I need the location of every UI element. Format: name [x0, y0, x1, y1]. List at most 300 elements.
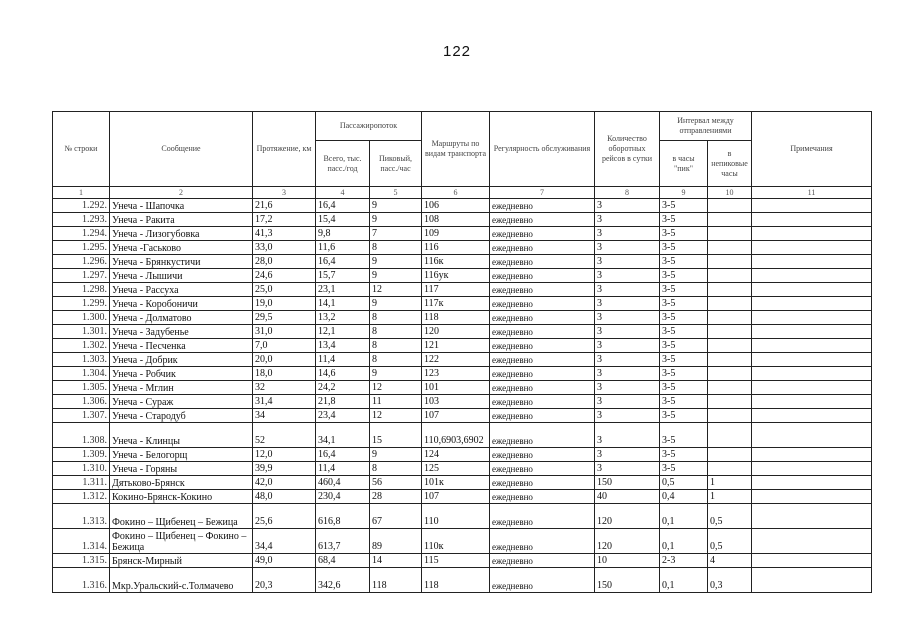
row-length: 31,4 [253, 395, 316, 409]
row-interval-peak: 3-5 [660, 381, 708, 395]
row-length: 18,0 [253, 367, 316, 381]
row-count: 3 [595, 381, 660, 395]
row-message: Унеча - Брянкустичи [110, 255, 253, 269]
row-interval-offpeak: 0,3 [708, 568, 752, 593]
row-count: 3 [595, 409, 660, 423]
table-row [53, 241, 872, 255]
row-pass-year: 34,1 [316, 423, 370, 448]
row-routes: 117 [422, 283, 490, 297]
row-interval-peak: 3-5 [660, 423, 708, 448]
row-message: Унеча - Робчик [110, 367, 253, 381]
row-routes: 101 [422, 381, 490, 395]
row-interval-offpeak [708, 213, 752, 227]
row-count: 3 [595, 353, 660, 367]
row-length: 31,0 [253, 325, 316, 339]
row-interval-peak: 0,1 [660, 529, 708, 554]
row-interval-offpeak [708, 339, 752, 353]
row-number: 1.314. [53, 529, 110, 554]
row-routes: 116 [422, 241, 490, 255]
row-interval-offpeak [708, 325, 752, 339]
row-interval-offpeak [708, 255, 752, 269]
row-pass-peak: 15 [370, 423, 422, 448]
row-number: 1.301. [53, 325, 110, 339]
row-count: 3 [595, 325, 660, 339]
row-routes: 118 [422, 568, 490, 593]
row-count: 3 [595, 213, 660, 227]
column-number: 7 [490, 187, 595, 199]
row-interval-peak: 3-5 [660, 353, 708, 367]
page-number: 122 [443, 43, 472, 60]
row-interval-peak: 3-5 [660, 448, 708, 462]
row-message: Дятьково-Брянск [110, 476, 253, 490]
table-row [53, 353, 872, 367]
row-notes [752, 395, 872, 409]
row-notes [752, 529, 872, 554]
row-interval-offpeak: 1 [708, 476, 752, 490]
row-pass-peak: 12 [370, 283, 422, 297]
row-number: 1.316. [53, 568, 110, 593]
row-message: Кокино-Брянск-Кокино [110, 490, 253, 504]
row-interval-offpeak [708, 241, 752, 255]
row-notes [752, 339, 872, 353]
row-count: 3 [595, 311, 660, 325]
row-interval-offpeak: 4 [708, 554, 752, 568]
column-number-row [53, 187, 872, 199]
row-pass-peak: 9 [370, 213, 422, 227]
column-number: 6 [422, 187, 490, 199]
row-routes: 110 [422, 504, 490, 529]
row-routes: 124 [422, 448, 490, 462]
row-interval-peak: 0,4 [660, 490, 708, 504]
row-interval-offpeak [708, 283, 752, 297]
row-length: 41,3 [253, 227, 316, 241]
header-notes: Примечания [752, 112, 872, 187]
row-notes [752, 213, 872, 227]
row-interval-peak: 3-5 [660, 395, 708, 409]
row-number: 1.293. [53, 213, 110, 227]
row-length: 20,3 [253, 568, 316, 593]
header-pass-flow: Пассажиропоток [316, 112, 422, 141]
row-pass-year: 15,4 [316, 213, 370, 227]
row-message: Унеча - Долматово [110, 311, 253, 325]
row-pass-year: 68,4 [316, 554, 370, 568]
row-pass-year: 230,4 [316, 490, 370, 504]
row-length: 19,0 [253, 297, 316, 311]
table-row [53, 297, 872, 311]
row-number: 1.292. [53, 199, 110, 213]
column-number: 9 [660, 187, 708, 199]
row-message: Унеча - Сураж [110, 395, 253, 409]
row-number: 1.303. [53, 353, 110, 367]
table-row [53, 395, 872, 409]
row-message: Унеча - Рассуха [110, 283, 253, 297]
table-row [53, 476, 872, 490]
row-number: 1.311. [53, 476, 110, 490]
row-notes [752, 423, 872, 448]
row-length: 49,0 [253, 554, 316, 568]
row-pass-peak: 12 [370, 381, 422, 395]
row-interval-offpeak [708, 409, 752, 423]
row-pass-peak: 8 [370, 462, 422, 476]
row-length: 34 [253, 409, 316, 423]
table-row [53, 325, 872, 339]
row-notes [752, 462, 872, 476]
row-routes: 125 [422, 462, 490, 476]
row-count: 150 [595, 568, 660, 593]
row-regularity: ежедневно [490, 311, 595, 325]
table-row [53, 554, 872, 568]
row-pass-year: 24,2 [316, 381, 370, 395]
row-interval-offpeak [708, 381, 752, 395]
row-pass-year: 12,1 [316, 325, 370, 339]
row-message: Унеча - Стародуб [110, 409, 253, 423]
row-pass-year: 15,7 [316, 269, 370, 283]
row-pass-peak: 89 [370, 529, 422, 554]
row-regularity: ежедневно [490, 297, 595, 311]
column-number: 5 [370, 187, 422, 199]
column-number: 3 [253, 187, 316, 199]
row-count: 3 [595, 227, 660, 241]
row-interval-offpeak [708, 269, 752, 283]
row-routes: 117к [422, 297, 490, 311]
row-number: 1.300. [53, 311, 110, 325]
row-interval-peak: 3-5 [660, 269, 708, 283]
row-notes [752, 325, 872, 339]
row-count: 150 [595, 476, 660, 490]
row-message: Унеча - Ракита [110, 213, 253, 227]
row-count: 3 [595, 339, 660, 353]
row-number: 1.297. [53, 269, 110, 283]
table-row [53, 339, 872, 353]
row-notes [752, 504, 872, 529]
row-interval-peak: 3-5 [660, 213, 708, 227]
column-number: 1 [53, 187, 110, 199]
row-length: 21,6 [253, 199, 316, 213]
row-pass-peak: 7 [370, 227, 422, 241]
row-interval-peak: 3-5 [660, 409, 708, 423]
row-number: 1.307. [53, 409, 110, 423]
row-routes: 118 [422, 311, 490, 325]
row-notes [752, 227, 872, 241]
row-pass-year: 613,7 [316, 529, 370, 554]
row-number: 1.308. [53, 423, 110, 448]
row-pass-year: 342,6 [316, 568, 370, 593]
row-message: Унеча - Мглин [110, 381, 253, 395]
row-regularity: ежедневно [490, 227, 595, 241]
row-length: 42,0 [253, 476, 316, 490]
row-regularity: ежедневно [490, 529, 595, 554]
row-regularity: ежедневно [490, 381, 595, 395]
table-row [53, 367, 872, 381]
row-message: Унеча - Задубенье [110, 325, 253, 339]
table-row [53, 213, 872, 227]
row-interval-peak: 3-5 [660, 227, 708, 241]
table-body [53, 199, 872, 593]
column-number: 8 [595, 187, 660, 199]
row-interval-offpeak [708, 448, 752, 462]
header-regularity: Регулярность обслуживания [490, 112, 595, 187]
row-interval-peak: 3-5 [660, 255, 708, 269]
row-length: 39,9 [253, 462, 316, 476]
row-notes [752, 255, 872, 269]
row-notes [752, 409, 872, 423]
column-number: 4 [316, 187, 370, 199]
row-pass-year: 23,1 [316, 283, 370, 297]
row-routes: 101к [422, 476, 490, 490]
row-count: 10 [595, 554, 660, 568]
row-number: 1.305. [53, 381, 110, 395]
row-interval-offpeak [708, 353, 752, 367]
table-row [53, 490, 872, 504]
row-routes: 107 [422, 490, 490, 504]
row-notes [752, 367, 872, 381]
row-message: Брянск-Мирный [110, 554, 253, 568]
row-length: 52 [253, 423, 316, 448]
row-pass-year: 14,1 [316, 297, 370, 311]
row-routes: 106 [422, 199, 490, 213]
row-length: 29,5 [253, 311, 316, 325]
row-interval-peak: 0,1 [660, 504, 708, 529]
row-pass-year: 23,4 [316, 409, 370, 423]
column-number: 11 [752, 187, 872, 199]
row-number: 1.304. [53, 367, 110, 381]
row-pass-peak: 118 [370, 568, 422, 593]
row-count: 3 [595, 423, 660, 448]
row-pass-peak: 28 [370, 490, 422, 504]
header-interval: Интервал между отправлениями [660, 112, 752, 141]
table-row [53, 255, 872, 269]
row-number: 1.295. [53, 241, 110, 255]
row-length: 12,0 [253, 448, 316, 462]
row-length: 32 [253, 381, 316, 395]
row-regularity: ежедневно [490, 504, 595, 529]
row-regularity: ежедневно [490, 409, 595, 423]
row-pass-year: 9,8 [316, 227, 370, 241]
table-row [53, 409, 872, 423]
row-pass-peak: 8 [370, 241, 422, 255]
table-row [53, 227, 872, 241]
row-interval-offpeak [708, 199, 752, 213]
row-interval-offpeak [708, 297, 752, 311]
row-message: Унеча -Гаськово [110, 241, 253, 255]
row-notes [752, 283, 872, 297]
row-interval-offpeak [708, 395, 752, 409]
row-count: 3 [595, 367, 660, 381]
row-interval-peak: 0,5 [660, 476, 708, 490]
row-pass-peak: 56 [370, 476, 422, 490]
row-regularity: ежедневно [490, 462, 595, 476]
table-row [53, 269, 872, 283]
row-notes [752, 199, 872, 213]
row-routes: 116ук [422, 269, 490, 283]
row-routes: 108 [422, 213, 490, 227]
row-notes [752, 269, 872, 283]
row-routes: 110к [422, 529, 490, 554]
row-length: 17,2 [253, 213, 316, 227]
row-regularity: ежедневно [490, 395, 595, 409]
row-pass-year: 21,8 [316, 395, 370, 409]
row-number: 1.315. [53, 554, 110, 568]
row-interval-peak: 3-5 [660, 241, 708, 255]
row-number: 1.294. [53, 227, 110, 241]
row-interval-peak: 2-3 [660, 554, 708, 568]
row-notes [752, 568, 872, 593]
row-regularity: ежедневно [490, 339, 595, 353]
row-routes: 109 [422, 227, 490, 241]
row-notes [752, 297, 872, 311]
row-notes [752, 353, 872, 367]
row-notes [752, 241, 872, 255]
row-pass-peak: 8 [370, 311, 422, 325]
row-regularity: ежедневно [490, 568, 595, 593]
row-interval-peak: 3-5 [660, 311, 708, 325]
header-pass-year: Всего, тыс. пасс./год [316, 141, 370, 187]
row-notes [752, 490, 872, 504]
row-pass-peak: 8 [370, 325, 422, 339]
row-number: 1.306. [53, 395, 110, 409]
row-pass-peak: 9 [370, 367, 422, 381]
row-pass-year: 11,6 [316, 241, 370, 255]
header-message: Сообщение [110, 112, 253, 187]
row-message: Унеча - Добрик [110, 353, 253, 367]
row-interval-peak: 3-5 [660, 367, 708, 381]
row-interval-offpeak [708, 462, 752, 476]
row-interval-peak: 3-5 [660, 297, 708, 311]
row-pass-year: 11,4 [316, 353, 370, 367]
row-length: 20,0 [253, 353, 316, 367]
row-message: Унеча - Лизогубовка [110, 227, 253, 241]
row-interval-offpeak: 0,5 [708, 504, 752, 529]
row-count: 3 [595, 199, 660, 213]
row-interval-offpeak [708, 423, 752, 448]
row-pass-peak: 67 [370, 504, 422, 529]
row-pass-year: 14,6 [316, 367, 370, 381]
row-notes [752, 554, 872, 568]
row-pass-year: 13,4 [316, 339, 370, 353]
row-regularity: ежедневно [490, 325, 595, 339]
row-regularity: ежедневно [490, 353, 595, 367]
row-interval-peak: 3-5 [660, 339, 708, 353]
table-row [53, 568, 872, 593]
header-offpeak: в непиковые часы [708, 141, 752, 187]
row-length: 33,0 [253, 241, 316, 255]
row-number: 1.309. [53, 448, 110, 462]
header-pass-peak: Пиковый, пасс./час [370, 141, 422, 187]
row-count: 120 [595, 504, 660, 529]
header-length: Протяжение, км [253, 112, 316, 187]
row-count: 120 [595, 529, 660, 554]
row-interval-peak: 3-5 [660, 325, 708, 339]
routes-table [52, 111, 872, 593]
row-regularity: ежедневно [490, 367, 595, 381]
row-routes: 120 [422, 325, 490, 339]
row-regularity: ежедневно [490, 269, 595, 283]
row-routes: 103 [422, 395, 490, 409]
row-routes: 115 [422, 554, 490, 568]
row-number: 1.298. [53, 283, 110, 297]
row-interval-peak: 0,1 [660, 568, 708, 593]
row-routes: 110,6903,6902 [422, 423, 490, 448]
row-pass-year: 16,4 [316, 255, 370, 269]
table-row [53, 311, 872, 325]
row-length: 34,4 [253, 529, 316, 554]
row-pass-peak: 11 [370, 395, 422, 409]
row-notes [752, 311, 872, 325]
row-number: 1.313. [53, 504, 110, 529]
row-routes: 122 [422, 353, 490, 367]
row-number: 1.312. [53, 490, 110, 504]
table-row [53, 381, 872, 395]
row-interval-offpeak [708, 311, 752, 325]
header-count: Количество оборотных рейсов в сутки [595, 112, 660, 187]
row-count: 3 [595, 255, 660, 269]
row-pass-peak: 9 [370, 199, 422, 213]
row-regularity: ежедневно [490, 255, 595, 269]
row-pass-peak: 9 [370, 448, 422, 462]
row-message: Унеча - Лышичи [110, 269, 253, 283]
row-interval-offpeak: 1 [708, 490, 752, 504]
row-message: Фокино – Щибенец – Фокино – Бежица [110, 529, 253, 554]
row-length: 7,0 [253, 339, 316, 353]
row-interval-peak: 3-5 [660, 283, 708, 297]
row-interval-offpeak [708, 367, 752, 381]
row-number: 1.299. [53, 297, 110, 311]
row-count: 3 [595, 269, 660, 283]
column-number: 2 [110, 187, 253, 199]
row-regularity: ежедневно [490, 199, 595, 213]
row-regularity: ежедневно [490, 448, 595, 462]
row-count: 3 [595, 395, 660, 409]
row-regularity: ежедневно [490, 241, 595, 255]
row-regularity: ежедневно [490, 283, 595, 297]
row-count: 3 [595, 297, 660, 311]
row-pass-peak: 12 [370, 409, 422, 423]
row-interval-offpeak: 0,5 [708, 529, 752, 554]
header-peak: в часы "пик" [660, 141, 708, 187]
row-count: 3 [595, 448, 660, 462]
row-routes: 121 [422, 339, 490, 353]
row-regularity: ежедневно [490, 554, 595, 568]
row-length: 48,0 [253, 490, 316, 504]
table-row [53, 529, 872, 554]
table-row [53, 504, 872, 529]
column-number: 10 [708, 187, 752, 199]
row-count: 3 [595, 462, 660, 476]
table-row [53, 462, 872, 476]
row-length: 25,6 [253, 504, 316, 529]
row-message: Унеча - Шапочка [110, 199, 253, 213]
row-number: 1.310. [53, 462, 110, 476]
row-message: Унеча - Горяны [110, 462, 253, 476]
row-message: Унеча - Клинцы [110, 423, 253, 448]
row-pass-peak: 8 [370, 339, 422, 353]
row-message: Унеча - Белогорщ [110, 448, 253, 462]
table-row [53, 423, 872, 448]
row-notes [752, 476, 872, 490]
row-pass-year: 460,4 [316, 476, 370, 490]
row-pass-year: 11,4 [316, 462, 370, 476]
row-regularity: ежедневно [490, 213, 595, 227]
table-row [53, 283, 872, 297]
row-count: 3 [595, 283, 660, 297]
row-pass-year: 13,2 [316, 311, 370, 325]
row-number: 1.302. [53, 339, 110, 353]
row-pass-peak: 8 [370, 353, 422, 367]
row-pass-peak: 9 [370, 297, 422, 311]
header-num: № строки [53, 112, 110, 187]
row-pass-peak: 14 [370, 554, 422, 568]
row-routes: 107 [422, 409, 490, 423]
